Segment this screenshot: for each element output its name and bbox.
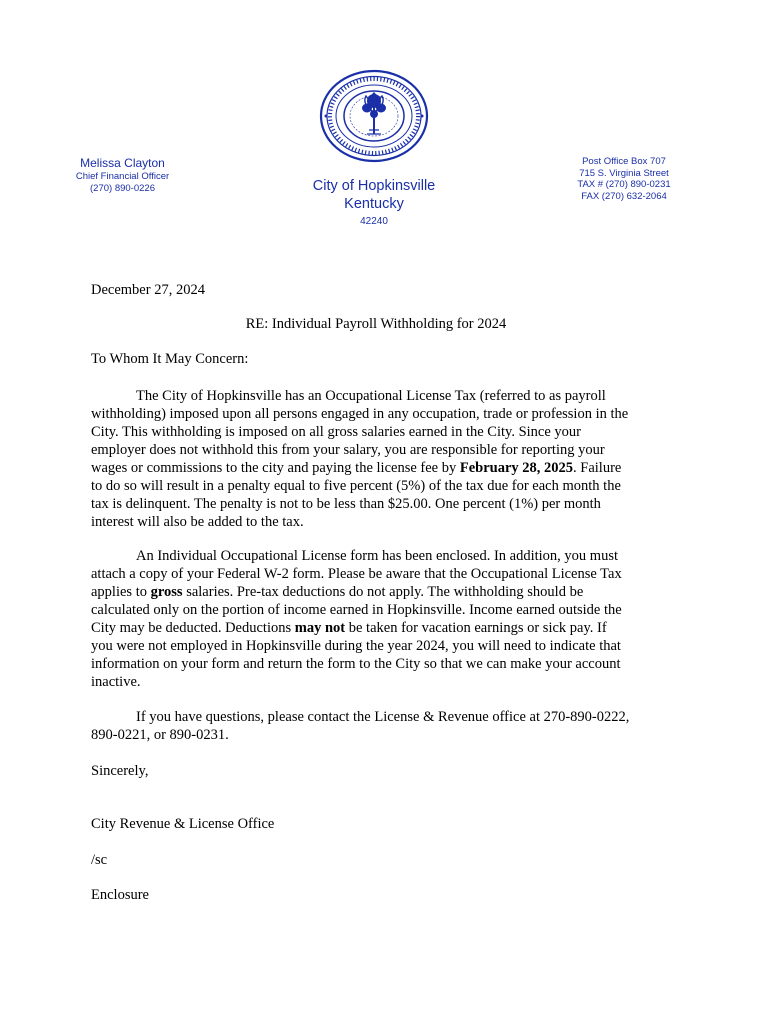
- subject-line: RE: Individual Payroll Withholding for 2024: [245, 316, 507, 332]
- paragraph-line: calculated only on the portion of income earned in Hopkinsville. Income earned outside the: [91, 602, 622, 618]
- sender-title: Chief Financial Officer: [75, 171, 170, 182]
- line-text: applies to: [91, 584, 151, 600]
- paragraph-line: [91, 619, 661, 637]
- paragraph-line: to do so will result in a penalty equal to five percent (5%) of the tax due for each month the: [91, 478, 621, 494]
- sender-phone: (270) 890-0226: [90, 183, 155, 194]
- paragraph-line: 890-0221, or 890-0231.: [91, 727, 229, 743]
- fax-number: FAX (270) 632-2064: [581, 190, 667, 202]
- due-date: February 28, 2025: [459, 460, 574, 476]
- paragraph-line: An Individual Occupational License form has been enclosed. In addition, you must: [136, 548, 618, 564]
- office-address: [568, 156, 680, 202]
- signature-office: City Revenue & License Office: [91, 816, 275, 832]
- paragraph-line: interest will also be added to the tax.: [91, 514, 304, 530]
- city-state: Kentucky: [344, 196, 404, 212]
- sender-name: Melissa Clayton: [80, 156, 165, 170]
- paragraph-form-info: [91, 547, 661, 691]
- line-text: salaries. Pre-tax deductions do not apply. The withholding should be: [182, 584, 584, 600]
- paragraph-line: you were not employed in Hopkinsville during the year 2024, you will need to indicate that: [91, 638, 621, 654]
- typist-initials: /sc: [91, 852, 108, 868]
- emphasis-gross: gross: [150, 584, 183, 600]
- line-text: . Failure: [573, 460, 622, 476]
- paragraph-line: City. This withholding is imposed on all gross salaries earned in the City. Since your: [91, 424, 581, 440]
- paragraph-line: If you have questions, please contact the License & Revenue office at 270-890-0222,: [136, 709, 630, 725]
- paragraph-contact-info: [91, 708, 661, 744]
- paragraph-tax-info: [91, 387, 661, 531]
- paragraph-line: information on your form and return the form to the City so that we can make your account: [91, 656, 621, 672]
- paragraph-line: withholding) imposed upon all persons engaged in any occupation, trade or profession in the: [91, 406, 629, 422]
- city-seal-icon: [318, 68, 430, 164]
- emphasis-may-not: may not: [294, 620, 346, 636]
- paragraph-line: tax is delinquent. The penalty is not to be less than $25.00. One percent (1%) per month: [91, 496, 601, 512]
- paragraph-line: employer does not withhold this from your salary, you are responsible for reporting your: [91, 442, 605, 458]
- line-text: be taken for vacation earnings or sick pay. If: [345, 620, 607, 636]
- city-name: City of Hopkinsville: [312, 178, 436, 194]
- tax-phone: TAX # (270) 890-0231: [577, 179, 671, 190]
- address-line: Post Office Box 707: [582, 156, 666, 167]
- salutation: To Whom It May Concern:: [91, 351, 249, 367]
- paragraph-line: The City of Hopkinsville has an Occupational License Tax (referred to as payroll: [136, 388, 606, 404]
- letter-date: December 27, 2024: [91, 282, 205, 298]
- paragraph-line: attach a copy of your Federal W-2 form. Please be aware that the Occupational License Tax: [91, 566, 622, 582]
- line-text: City may be deducted. Deductions: [91, 620, 295, 636]
- enclosure-note: Enclosure: [91, 887, 149, 903]
- city-zip: 42240: [360, 216, 388, 227]
- line-text: wages or commissions to the city and paying the license fee by: [91, 460, 460, 476]
- paragraph-line: [91, 459, 661, 477]
- sender-contact: [60, 156, 185, 195]
- closing: Sincerely,: [91, 763, 149, 779]
- paragraph-line: inactive.: [91, 674, 141, 690]
- city-header: [274, 177, 474, 228]
- paragraph-line: [91, 583, 661, 601]
- address-line: 715 S. Virginia Street: [579, 167, 669, 179]
